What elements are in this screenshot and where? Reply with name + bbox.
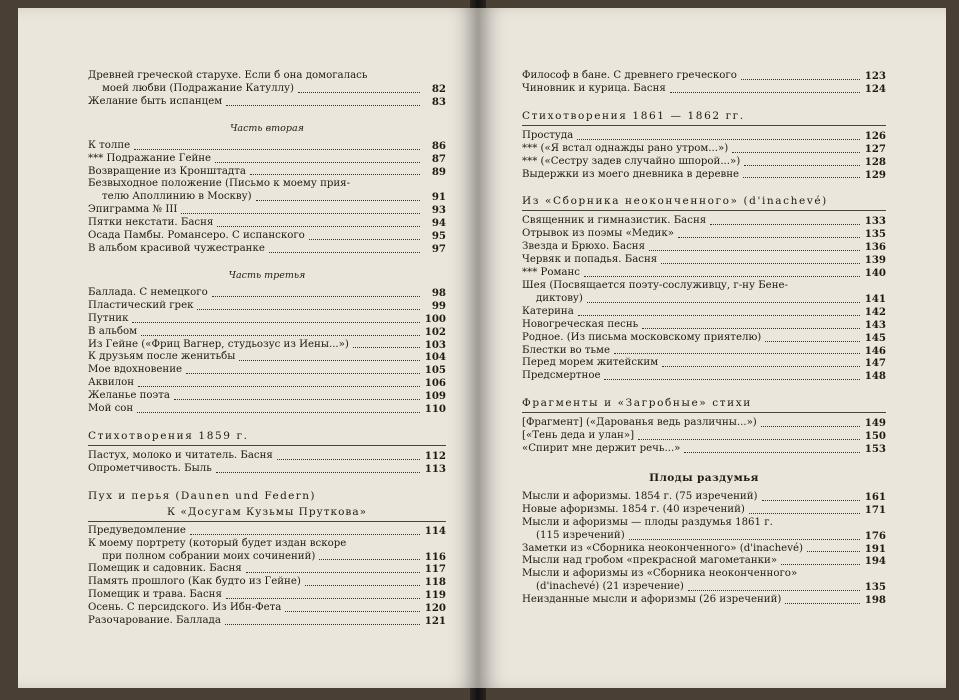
page-number: 99 xyxy=(431,299,446,312)
page-number: 118 xyxy=(424,576,446,589)
page-number: 148 xyxy=(864,370,886,383)
section-subheading: К «Досугам Кузьмы Пруткова» xyxy=(88,506,446,522)
toc-entry[interactable]: Безвыходное положение (Письмо к моему прия- телю Аполлинию в Москву) 91 xyxy=(88,178,446,204)
page-number: 120 xyxy=(424,602,446,615)
page-number: 147 xyxy=(864,357,886,370)
page-number: 129 xyxy=(864,168,886,181)
page-number: 116 xyxy=(424,550,446,563)
toc-entry[interactable]: Возвращение из Кронштадта 89 xyxy=(88,165,446,178)
toc-entry[interactable]: Желание быть испанцем 83 xyxy=(88,95,446,108)
page-number: 149 xyxy=(864,417,886,430)
toc-entry[interactable]: Звезда и Брюхо. Басня 136 xyxy=(522,241,886,254)
page-number: 117 xyxy=(424,563,446,576)
toc-entry[interactable]: Отрывок из поэмы «Медик» 135 xyxy=(522,228,886,241)
page-number: 94 xyxy=(431,217,446,230)
toc-entry[interactable]: Пятки некстати. Басня 94 xyxy=(88,217,446,230)
toc-entry[interactable]: Пластический грек 99 xyxy=(88,299,446,312)
toc-entry[interactable]: *** («Сестру задев случайно шпорой...») 128 xyxy=(522,155,886,168)
page-number: 145 xyxy=(864,331,886,344)
page-number: 127 xyxy=(864,142,886,155)
page-number: 98 xyxy=(431,286,446,299)
page-number: 105 xyxy=(424,364,446,377)
toc-entry[interactable]: «Спирит мне держит речь...» 153 xyxy=(522,443,886,456)
right-toc-column xyxy=(522,70,886,607)
page-number: 95 xyxy=(431,230,446,243)
toc-entry[interactable]: Эпиграмма № III 93 xyxy=(88,204,446,217)
page-number: 104 xyxy=(424,351,446,364)
toc-entry[interactable]: Помещик и трава. Басня 119 xyxy=(88,589,446,602)
toc-entry[interactable]: Мысли и афоризмы — плоды раздумья 1861 г. (115 изречений) 176 xyxy=(522,516,886,542)
section-heading: Плоды раздумья xyxy=(649,471,759,484)
page-number: 133 xyxy=(864,215,886,228)
toc-entry[interactable]: Осада Памбы. Романсеро. С испанского 95 xyxy=(88,230,446,243)
page-number: 110 xyxy=(424,403,446,416)
toc-entry[interactable]: Неизданные мысли и афоризмы (26 изречений) 198 xyxy=(522,594,886,607)
section-heading: Из «Сборника неоконченного» (d'inachevé) xyxy=(522,195,886,211)
toc-entry[interactable]: *** Романс 140 xyxy=(522,267,886,280)
toc-entry[interactable]: В альбом 102 xyxy=(88,325,446,338)
page-number: 123 xyxy=(864,70,886,82)
page-number: 191 xyxy=(864,542,886,555)
page-number: 143 xyxy=(864,318,886,331)
page-number: 89 xyxy=(431,165,446,178)
page-number: 128 xyxy=(864,155,886,168)
toc-entry[interactable]: Из Гейне («Фриц Вагнер, студьозус из Иены...») 103 xyxy=(88,338,446,351)
toc-entry[interactable]: В альбом красивой чужестранке 97 xyxy=(88,242,446,255)
page-number: 119 xyxy=(424,589,446,602)
toc-entry[interactable]: Заметки из «Сборника неоконченного» (d'inachevé) 191 xyxy=(522,542,886,555)
left-toc-column xyxy=(88,70,446,628)
toc-entry[interactable]: Родное. (Из письма московскому приятелю) 145 xyxy=(522,331,886,344)
page-number: 141 xyxy=(864,292,886,305)
page-number: 93 xyxy=(431,204,446,217)
toc-entry[interactable]: Предуведомление 114 xyxy=(88,524,446,537)
page-number: 194 xyxy=(864,555,886,568)
page-number: 113 xyxy=(424,462,446,475)
toc-entry[interactable]: Разочарование. Баллада 121 xyxy=(88,615,446,628)
toc-entry[interactable]: Философ в бане. С древнего греческого 123 xyxy=(522,70,886,82)
page-number: 135 xyxy=(864,581,886,594)
toc-entry[interactable]: Мысли над гробом «прекрасной магометанки» 194 xyxy=(522,555,886,568)
toc-entry[interactable]: Аквилон 106 xyxy=(88,377,446,390)
toc-entry[interactable]: Перед морем житейским 147 xyxy=(522,357,886,370)
page-number: 126 xyxy=(864,129,886,142)
page-number: 140 xyxy=(864,267,886,280)
page-number: 102 xyxy=(424,325,446,338)
page-number: 87 xyxy=(431,152,446,165)
toc-entry[interactable]: Древней греческой старухе. Если б она домогалась моей любви (Подражание Катуллу) 82 xyxy=(88,70,446,95)
right-page xyxy=(478,8,946,688)
toc-entry[interactable]: Мысли и афоризмы. 1854 г. (75 изречений) 161 xyxy=(522,490,886,503)
page-number: 171 xyxy=(864,503,886,516)
toc-entry[interactable]: *** Подражание Гейне 87 xyxy=(88,152,446,165)
section-heading: Пух и перья (Daunen und Federn) xyxy=(88,489,316,502)
toc-entry[interactable]: Священник и гимназистик. Басня 133 xyxy=(522,215,886,228)
page-number: 83 xyxy=(431,95,446,108)
toc-entry[interactable]: Пастух, молоко и читатель. Басня 112 xyxy=(88,449,446,462)
toc-entry[interactable]: Предсмертное 148 xyxy=(522,370,886,383)
page-number: 121 xyxy=(424,615,446,628)
section-heading: Стихотворения 1861 — 1862 гг. xyxy=(522,110,886,126)
page-number: 106 xyxy=(424,377,446,390)
toc-entry[interactable]: К толпе 86 xyxy=(88,139,446,152)
section-heading: Фрагменты и «Загробные» стихи xyxy=(522,397,886,413)
page-number: 150 xyxy=(864,430,886,443)
page-number: 82 xyxy=(431,82,446,95)
page-number: 86 xyxy=(431,139,446,152)
page-number: 135 xyxy=(864,228,886,241)
toc-entry[interactable]: [Фрагмент] («Дарованья ведь различны...») 149 xyxy=(522,417,886,430)
toc-entry[interactable]: Баллада. С немецкого 98 xyxy=(88,286,446,299)
page-number: 198 xyxy=(864,594,886,607)
page-number: 176 xyxy=(864,529,886,542)
part-title: Часть вторая xyxy=(230,122,304,134)
section-heading: Стихотворения 1859 г. xyxy=(88,430,446,446)
toc-entry[interactable]: Простуда 126 xyxy=(522,129,886,142)
page-number: 112 xyxy=(424,449,446,462)
page-number: 153 xyxy=(864,443,886,456)
page-number: 161 xyxy=(864,490,886,503)
page-number: 136 xyxy=(864,241,886,254)
page-number: 146 xyxy=(864,344,886,357)
page-number: 100 xyxy=(424,312,446,325)
page-number: 103 xyxy=(424,338,446,351)
page-number: 139 xyxy=(864,254,886,267)
toc-entry[interactable]: Память прошлого (Как будто из Гейне) 118 xyxy=(88,576,446,589)
page-number: 124 xyxy=(864,82,886,95)
toc-entry[interactable]: Катерина 142 xyxy=(522,305,886,318)
toc-entry[interactable]: К друзьям после женитьбы 104 xyxy=(88,351,446,364)
page-number: 142 xyxy=(864,305,886,318)
toc-entry[interactable]: Мысли и афоризмы из «Сборника неоконченного» (d'inachevé) (21 изречение) 135 xyxy=(522,568,886,594)
toc-entry[interactable]: Путник 100 xyxy=(88,312,446,325)
toc-entry[interactable]: Мой сон 110 xyxy=(88,403,446,416)
page-number: 109 xyxy=(424,390,446,403)
toc-entry[interactable]: *** («Я встал однажды рано утром...») 127 xyxy=(522,142,886,155)
page-number: 97 xyxy=(431,242,446,255)
toc-entry[interactable]: К моему портрету (который будет издан вскоре при полном собрании моих сочинений) 116 xyxy=(88,537,446,563)
page-number: 114 xyxy=(424,524,446,537)
part-title: Часть третья xyxy=(228,269,306,281)
toc-entry[interactable]: Выдержки из моего дневника в деревне 129 xyxy=(522,168,886,181)
toc-entry[interactable]: Осень. С персидского. Из Ибн-Фета 120 xyxy=(88,602,446,615)
toc-entry[interactable]: Чиновник и курица. Басня 124 xyxy=(522,82,886,95)
toc-entry[interactable]: Помещик и садовник. Басня 117 xyxy=(88,563,446,576)
toc-entry[interactable]: Мое вдохновение 105 xyxy=(88,364,446,377)
toc-entry[interactable]: Опрометчивость. Быль 113 xyxy=(88,462,446,475)
toc-entry[interactable]: [«Тень деда и улан»] 150 xyxy=(522,430,886,443)
page-number: 91 xyxy=(431,191,446,204)
left-page xyxy=(18,8,478,688)
toc-entry[interactable]: Новогреческая песнь 143 xyxy=(522,318,886,331)
toc-entry[interactable]: Желанье поэта 109 xyxy=(88,390,446,403)
toc-entry[interactable]: Шея (Посвящается поэту-сослуживцу, г-ну Бене- диктову) 141 xyxy=(522,279,886,305)
toc-entry[interactable]: Червяк и попадья. Басня 139 xyxy=(522,254,886,267)
toc-entry[interactable]: Новые афоризмы. 1854 г. (40 изречений) 171 xyxy=(522,503,886,516)
toc-entry[interactable]: Блестки во тьме 146 xyxy=(522,344,886,357)
